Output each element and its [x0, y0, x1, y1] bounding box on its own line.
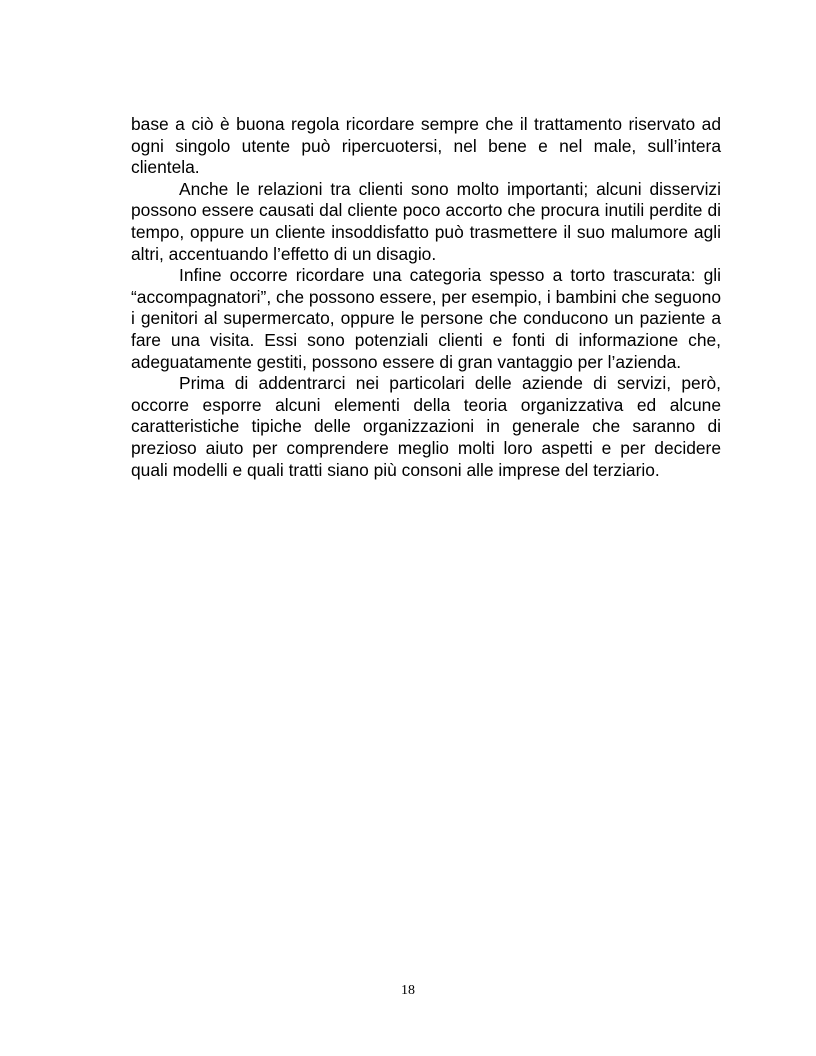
page-number: 18 [401, 983, 415, 998]
paragraph-companions: Infine occorre ricordare una categoria spesso a torto trascurata: gli “accompagnatori”, che possono essere, per esempio, i bambini che seguono i genitori al supermercato, oppure le persone che conducono un paziente a fare una visita. Essi sono potenziali clienti e fonti di informazione che, adeguatamente gestiti, possono essere di gran vantaggio per l’azienda. [131, 265, 721, 372]
body-text [131, 114, 721, 481]
paragraph-client-relations: Anche le relazioni tra clienti sono molto importanti; alcuni disservizi possono essere causati dal cliente poco accorto che procura inutili perdite di tempo, oppure un cliente insoddisfatto può trasmettere il suo malumore agli altri, accentuando l’effetto di un disagio. [131, 178, 721, 264]
paragraph-organization-theory: Prima di addentrarci nei particolari delle aziende di servizi, però, occorre esporre alcuni elementi della teoria organizzativa ed alcune caratteristiche tipiche delle organizzazioni in generale che saranno di prezioso aiuto per comprendere meglio molti loro aspetti e per decidere quali modelli e quali tratti siano più consoni alle imprese del terziario. [131, 373, 721, 480]
paragraph-continuation: base a ciò è buona regola ricordare sempre che il trattamento riservato ad ogni singolo utente può ripercuotersi, nel bene e nel male, sull’intera clientela. [131, 114, 721, 178]
